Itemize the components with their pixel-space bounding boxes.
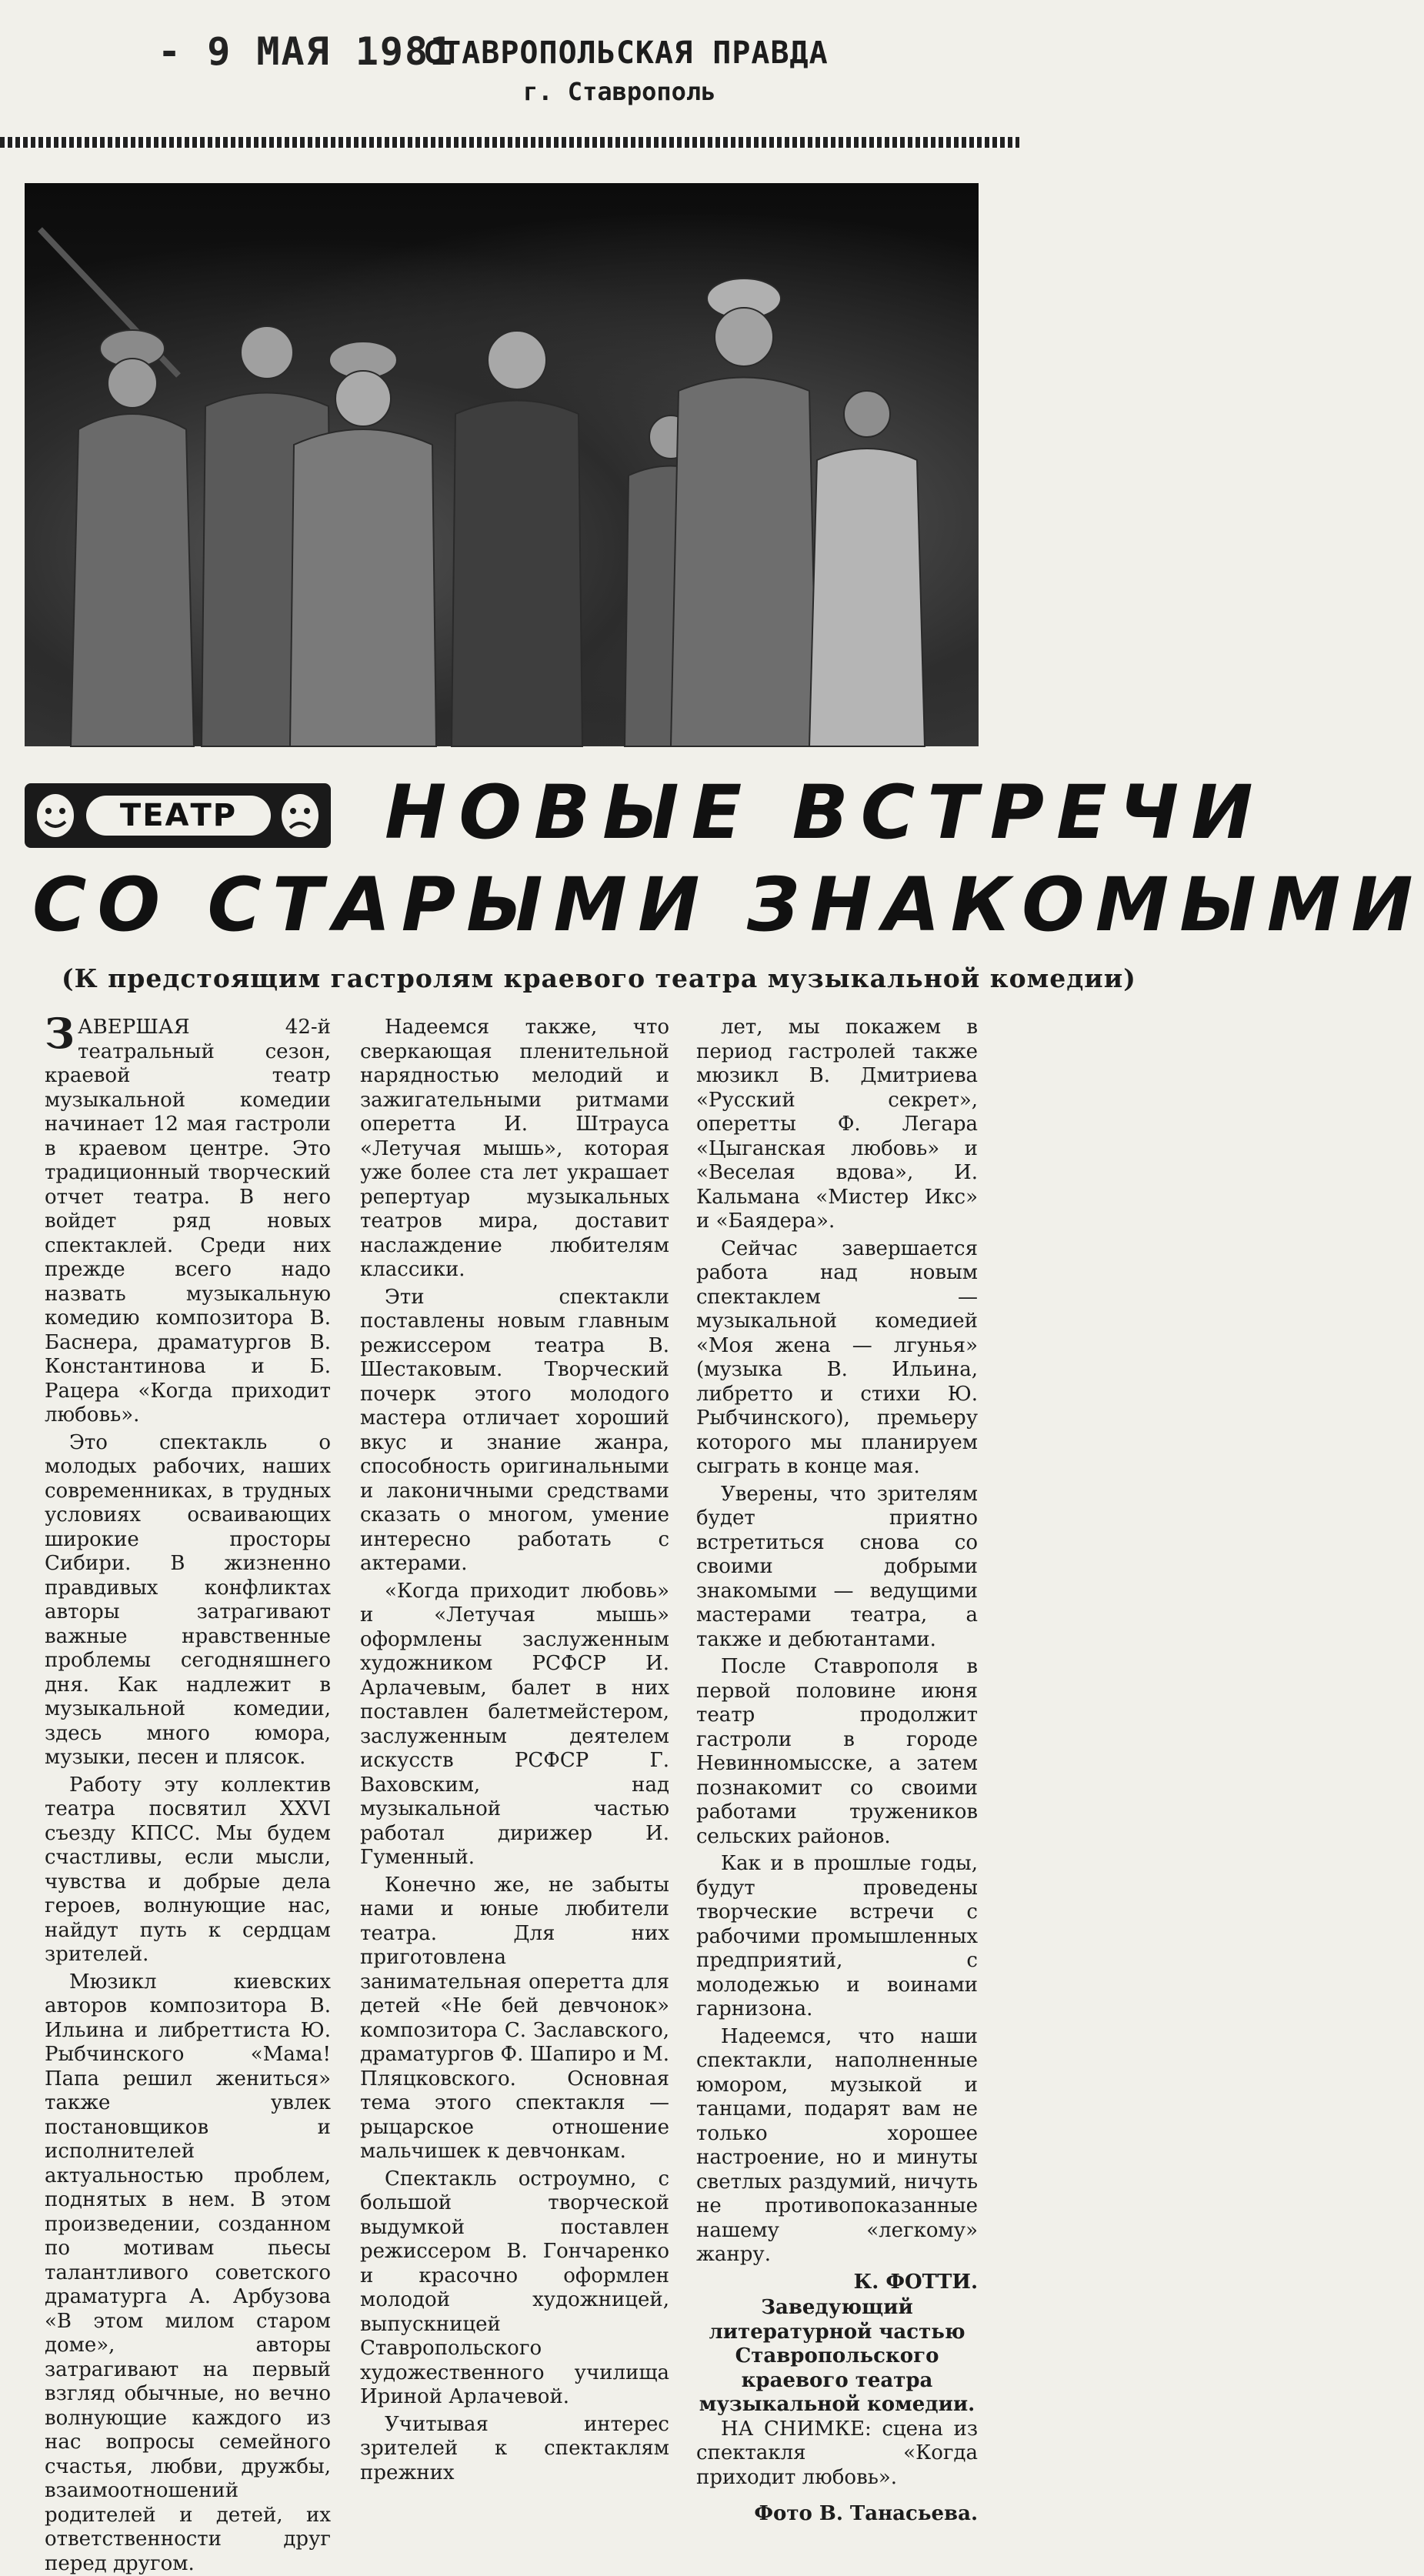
- paragraph: «Когда приходит любовь» и «Летучая мышь» оформлены заслуженным художником РСФСР И. Арлачевым, балет в них поставлен балетмейстером, заслуженным деятелем искусств РСФСР Г. Ваховским, над музыкальной частью работал дирижер И. Гуменный.: [360, 1580, 669, 1870]
- headline-line-1: НОВЫЕ ВСТРЕЧИ: [385, 769, 1266, 856]
- stage-photo: [25, 183, 979, 746]
- paragraph: Как и в прошлые годы, будут проведены творческие встречи с рабочими промышленных предприятий, с молодежью и воинами гарнизона.: [696, 1852, 978, 2022]
- city-stamp: г. Ставрополь: [523, 77, 715, 106]
- clipping-header: [0, 0, 1019, 146]
- article-column-1: [45, 1016, 331, 2576]
- date-stamp: - 9 МАЯ 1981: [158, 29, 454, 74]
- rubric-banner: [25, 783, 331, 848]
- photo-caption: НА СНИМКЕ: сцена из спектакля «Когда приходит любовь».: [696, 2418, 978, 2491]
- author-signature: К. ФОТТИ.: [696, 2271, 978, 2295]
- paragraph-text: АВЕРШАЯ 42-й театральный сезон, краевой театр музыкальной комедии начинает 12 мая гастроли в краевом центре. Это традиционный творческий отчет театра. В него войдет ряд новых спектаклей. Среди них прежде всего надо назвать музыкальную комедию композитора В. Баснера, драматургов В. Константинова и Б. Рацера «Когда приходит любовь».: [45, 1016, 331, 1426]
- paragraph: Работу эту коллектив театра посвятил XXVI съезду КПСС. Мы будем счастливы, если мысли, чувства и добрые дела героев, волнующие нас, найдут путь к сердцам зрителей.: [45, 1774, 331, 1967]
- article-column-2: [360, 1016, 669, 2485]
- paragraph: После Ставрополя в первой половине июня театр продолжит гастроли в городе Невинномысске, а затем познакомит со своими работами тружеников сельских районов.: [696, 1655, 978, 1849]
- paragraph: Это спектакль о молодых рабочих, наших современниках, в трудных условиях осваивающих широкие просторы Сибири. В жизненно правдивых конфликтах авторы затрагивают важные нравственные проблемы сегодняшнего дня. Как надлежит в музыкальной комедии, здесь много юмора, музыки, песен и плясок.: [45, 1431, 331, 1770]
- paragraph: Конечно же, не забыты нами и юные любители театра. Для них приготовлена занимательная оперетта для детей «Не бей девчонок» композитора С. Заславского, драматургов Ф. Шапиро и М. Пляцковского. Основная тема этого спектакля — рыцарское отношение мальчишек к девчонкам.: [360, 1874, 669, 2164]
- comedy-mask-icon: [32, 791, 78, 840]
- article-subtitle: (К предстоящим гастролям краевого театра музыкальной комедии): [62, 963, 1136, 993]
- headline-line-2: СО СТАРЫМИ ЗНАКОМЫМИ: [32, 862, 1424, 948]
- paragraph: лет, мы покажем в период гастролей также мюзикл В. Дмитриева «Русский секрет», оперетты Ф. Легара «Цыганская любовь» и «Веселая вдова», И. Кальмана «Мистер Икс» и «Баядера».: [696, 1016, 978, 1234]
- article-column-3: [696, 1016, 978, 2527]
- paragraph: [45, 1016, 331, 1428]
- paragraph: Сейчас завершается работа над новым спектаклем — музыкальной комедией «Моя жена — лгунья» (музыка В. Ильина, либретто и стихи Ю. Рыбчинского), премьеру которого мы планируем сыграть в конце мая.: [696, 1237, 978, 1480]
- paragraph: Спектакль остроумно, с большой творческой выдумкой поставлен режиссером В. Гончаренко и красочно оформлен молодой художницей, выпускницей Ставропольского художественного училища Ириной Арлачевой.: [360, 2167, 669, 2410]
- paragraph: Эти спектакли поставлены новым главным режиссером театра В. Шестаковым. Творческий почерк этого молодого мастера отличает хороший вкус и знание жанра, способность оригинальными и лаконичными средствами сказать о многом, умение интересно работать с актерами.: [360, 1286, 669, 1577]
- rubric-label: ТЕАТР: [86, 796, 271, 836]
- author-role: Заведующий литературной частью Ставропольского краевого театра музыкальной комедии.: [696, 2296, 978, 2418]
- photo-credit: Фото В. Танасьева.: [696, 2502, 978, 2527]
- tragedy-mask-icon: [277, 791, 323, 840]
- paragraph: Уверены, что зрителям будет приятно встретиться снова со своими добрыми знакомыми — ведущими мастерами театра, а также и дебютантами.: [696, 1483, 978, 1653]
- paragraph: Мюзикл киевских авторов композитора В. Ильина и либреттиста Ю. Рыбчинского «Мама! Папа решил жениться» также увлек постановщиков и исполнителей актуальностью проблем, поднятых в нем. В этом произведении, созданном по мотивам пьесы талантливого советского драматурга А. Арбузова «В этом милом старом доме», авторы затрагивают на первый взгляд обычные, но вечно волнующие каждого из нас вопросы семейного счастья, любви, дружбы, взаимоотношений родителей и детей, их ответственности друг перед другом.: [45, 1970, 331, 2576]
- paragraph: Учитывая интерес зрителей к спектаклям прежних: [360, 2413, 669, 2486]
- drop-cap: З: [45, 1016, 75, 1051]
- paragraph: Надеемся, что наши спектакли, наполненные юмором, музыкой и танцами, подарят вам не только хорошее настроение, но и минуты светлых раздумий, ничуть не противопоказанные нашему «легкому» жанру.: [696, 2025, 978, 2267]
- header-rule: [0, 137, 1019, 148]
- stage-photo-figures: [25, 183, 979, 746]
- paragraph: Надеемся также, что сверкающая пленительной нарядностью мелодий и зажигательными ритмами оперетта И. Штрауса «Летучая мышь», которая уже более ста лет украшает репертуар музыкальных театров мира, доставит наслаждение любителям классики.: [360, 1016, 669, 1283]
- newspaper-name-stamp: СТАВРОПОЛЬСКАЯ ПРАВДА: [423, 35, 829, 71]
